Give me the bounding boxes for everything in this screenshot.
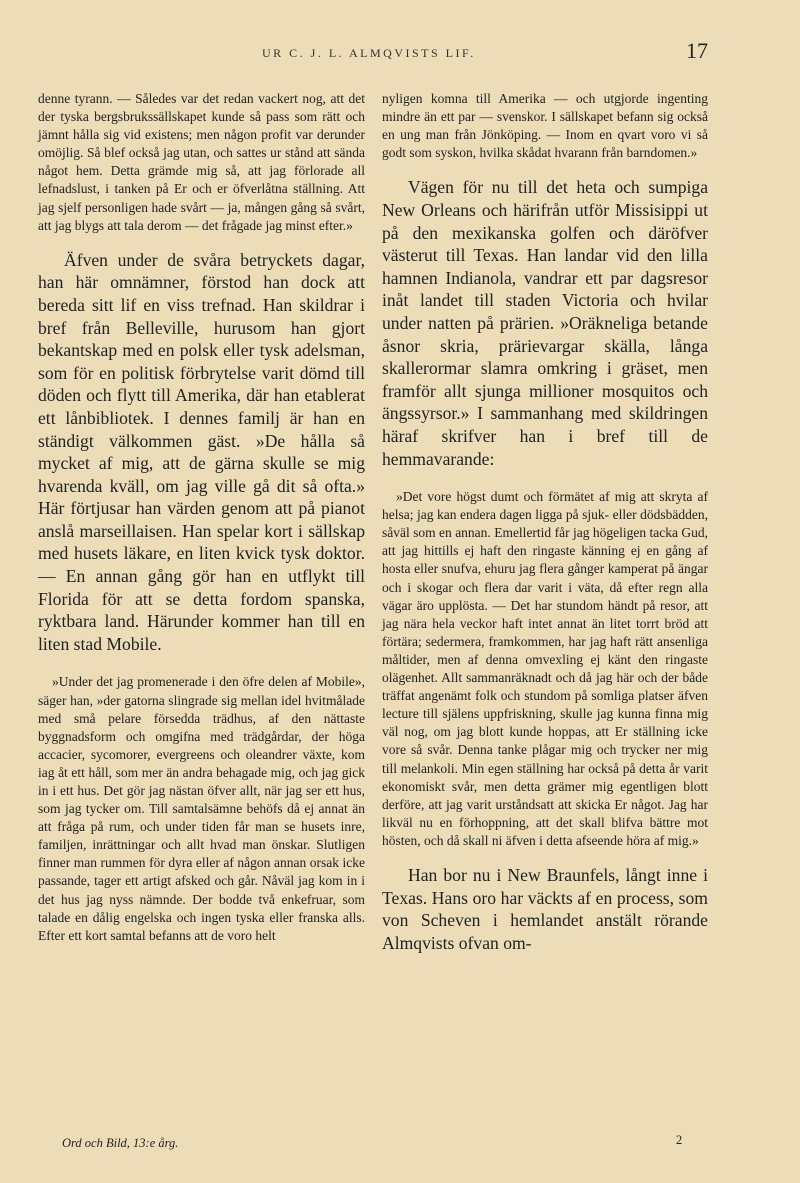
page-number: 17 — [686, 38, 708, 63]
body-paragraph-belleville: Äfven under de svåra betryckets dagar, han här omnämner, förstod han dock att bereda sitt lif en viss trefnad. Han skildrar i bref från Belleville, hurusom han gjort bekantskap med en polsk eller tysk adelsman, som för en politisk förbrytelse varit dömd till döden och flytt till Amerika, där han etablerat ett lånbibliotek. I dennes familj är han en ständigt välkommen gäst. »De hålla så mycket af mig, att de gärna skulle se mig hvarenda kväll, om jag ville gå dit så ofta.» Här förtjusar han värden genom att på pianot anslå marseillaisen. Han spelar kort i sällskap med husets läkare, en liten kvick tysk doktor. — En annan gång gör han en utflykt till Florida för att se detta fordom spanska, ryktbara land. Härunder kommer han till en liten stad Mobile. — [38, 249, 365, 654]
right-column — [382, 90, 708, 972]
letter-quote-mobile: »Under det jag promenerade i den öfre delen af Mobile», säger han, »der gatorna slingrade sig mellan idel hvitmålade med små pelare försedda trädhus, af den nättaste byggnadsform och omgifna med trädgårdar, der höga accacier, sycomorer, evergreens och oleandrer växte, kom iag åt ett håll, som mer än andra behagade mig, och jag gick in i ett hus. Det gör jag nästan öfver allt, när jag ser ett hus, som jag tycker om. Till samtalsämne behöfs då ej annat än att fråga på rum, och under tiden får man se husets inre, familjen, inrättningar och allt hvad man önskar. Slutligen finner man rummen för dyra eller af någon annan orsak icke passande, tager ett artigt afsked och går. Nåväl jag kom in i det hus jag nyss nämnde. Der bodde två enkefruar, som talade en dålig engelska och ingen tyska eller franska alls. Efter ett kort samtal befanns att de voro helt — [38, 674, 365, 943]
body-paragraph-texas: Vägen för nu till det heta och sumpiga New Orleans och härifrån utför Missisippi ut på den mexikanska golfen och däröfver västerut till Texas. Han landar vid den lilla hamnen Indianola, vandrar ett par dagsresor inåt landet till staden Victoria och hvilar under natten på prärien. »Oräkneliga betande åsnor skria, prärievargar skälla, långa skallerormar slamra omkring i gräset, men framför allt sjunga millioner mosquitos och ängssyrsor.» I sammanhang med skildringen häraf skrifver han i bref till de hemmavarande: — [382, 177, 708, 469]
letter-quote-continued: denne tyrann. — Således var det redan vackert nog, att det der tyska bergsbrukssällskapet kunde så pass som rätt och jämnt hålla sig vid existens; men någon profit var derunder omöjlig. Så blef också jag utan, och sattes ur stånd att sända något hem. Detta grämde mig så, att jag förlorade all lefnadslust, i tanken på Er och er öfverlåtna ställning. Att jag sjelf personligen hade svårt — ja, mången gång så svårt, att jag blygs att tala derom — det frågade jag minst efter.» — [38, 91, 365, 233]
left-column — [38, 90, 365, 959]
letter-quote-mobile-continued: nyligen komna till Amerika — och utgjorde ingenting mindre än ett par — svenskor. I sällskapet befann sig också en ung man från Jönköping. — Inom en qvart voro vi så godt som syskon, hvilka skådat hvarann från barndomen.» — [382, 91, 708, 161]
letter-quote-health: »Det vore högst dumt och förmätet af mig att skryta af helsa; jag kan endera dagen ligga på sjuk- eller dödsbädden, såväl som en annan. Emellertid får jag högeligen tacka Gud, att jag hittills ej haft den ringaste känning ej en gång af hosta eller snufva, ehuru jag flera gånger kamperat på ängar och i skogar och flera dar varit i väta, då efter regn alla vägar äro upplösta. — Det har stundom händt på resor, att jag nära hela veckor haft intet annat än litet torrt bröd att förtära; sedermera, framkommen, har jag haft rätt ansenliga måltider, men af denna omvexling ej känt den ringaste olägenhet. Allt sammanräknadt och då jag här och der både träffat angenämt folk och stundom på somliga platser äfven lecture till själens uppfriskning, skulle jag kunna finna mig väl nog, om jag blott kunde hoppas, att Er ställning icke vore så svår. Denna tanke plågar mig och trycker ner mig till melankoli. Min egen ställning har också på detta år varit ekonomiskt svår, men detta grämer mig egentligen blott derföre, att jag varit urståndsatt att skicka Er något. Jag har likväl nu en förhoppning, att det skall blifva bättre mot hösten, och då skall ni äfven i detta afseende höra af mig.» — [382, 489, 708, 848]
signature-mark: 2 — [676, 1133, 683, 1147]
running-head: UR C. J. L. ALMQVISTS LIF. — [262, 46, 476, 60]
body-paragraph-new-braunfels: Han bor nu i New Braunfels, långt inne i Texas. Hans oro har väckts af en process, som von Scheven i hemlandet anstält rörande Almqvists ofvan om- — [382, 864, 708, 953]
publication-footer: Ord och Bild, 13:e årg. — [62, 1136, 179, 1150]
